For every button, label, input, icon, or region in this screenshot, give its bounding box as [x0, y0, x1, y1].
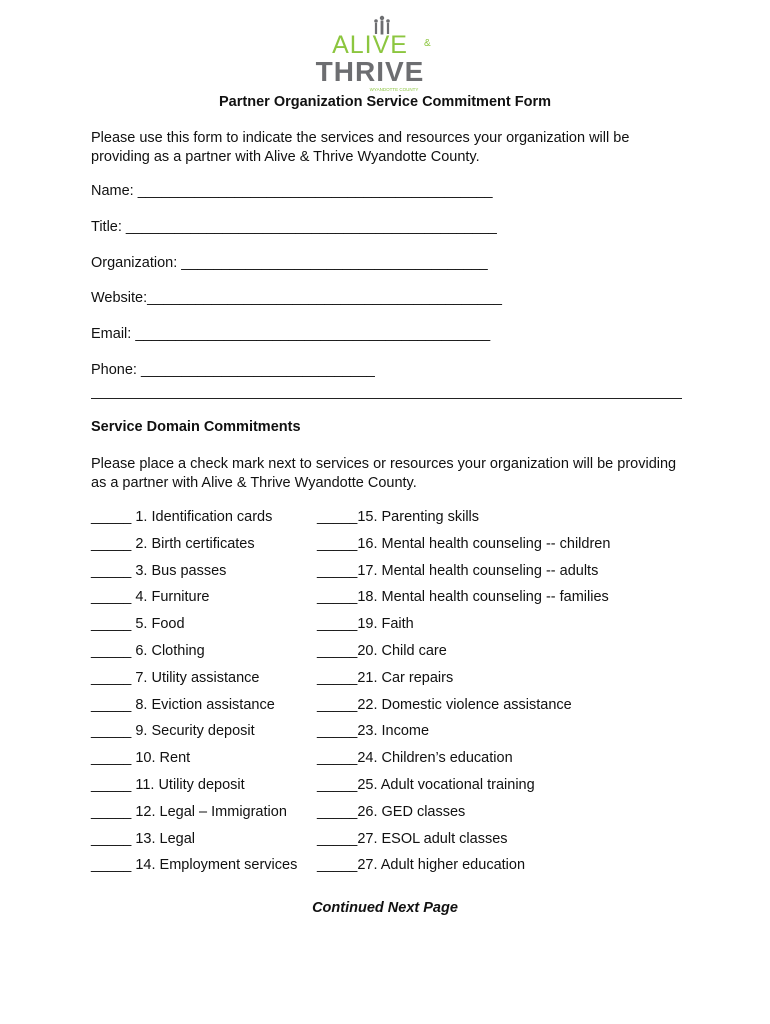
service-item[interactable]: _____21. Car repairs	[317, 669, 454, 686]
service-item[interactable]: _____22. Domestic violence assistance	[317, 696, 572, 713]
service-item[interactable]: _____16. Mental health counseling -- children	[317, 535, 611, 552]
service-item[interactable]: _____ 4. Furniture	[91, 589, 210, 606]
service-item[interactable]: _____ 14. Employment services	[91, 857, 298, 874]
instructions-text: Please place a check mark next to services or resources your organization will be providing as a partner with Alive & Thrive Wyandotte County.	[91, 456, 677, 491]
continued-note: Continued Next Page	[312, 900, 458, 916]
services-right-column	[317, 508, 610, 883]
form-title: Partner Organization Service Commitment Form	[219, 94, 551, 110]
service-item[interactable]: _____19. Faith	[317, 616, 414, 633]
intro-text: Please use this form to indicate the services and resources your organization will be providing as a partner with Alive & Thrive Wyandotte County.	[91, 130, 630, 165]
service-item[interactable]: _____17. Mental health counseling -- adults	[317, 562, 599, 579]
service-item[interactable]: _____20. Child care	[317, 642, 447, 659]
logo-subtitle: WYANDOTTE COUNTY	[369, 87, 419, 92]
service-item[interactable]: _____25. Adult vocational training	[317, 776, 535, 793]
service-item[interactable]: _____23. Income	[317, 723, 430, 740]
service-item[interactable]: _____ 2. Birth certificates	[91, 535, 255, 552]
service-item[interactable]: _____ 3. Bus passes	[91, 562, 227, 579]
logo-word-bottom: THRIVE	[315, 56, 425, 87]
logo-ampersand: &	[424, 38, 431, 49]
service-item[interactable]: _____27. ESOL adult classes	[317, 830, 508, 847]
service-item[interactable]: _____24. Children’s education	[317, 750, 513, 767]
title-field[interactable]: Title: ______________________________________________	[91, 219, 497, 235]
service-item[interactable]: _____26. GED classes	[317, 803, 466, 820]
service-item[interactable]: _____18. Mental health counseling -- families	[317, 589, 609, 606]
services-left-column	[91, 508, 297, 883]
website-field[interactable]: Website:____________________________________________	[91, 290, 502, 306]
phone-field[interactable]: Phone: _____________________________	[91, 362, 375, 378]
service-item[interactable]: _____ 12. Legal – Immigration	[91, 803, 287, 820]
service-item[interactable]: _____ 5. Food	[91, 616, 185, 633]
name-field[interactable]: Name: ____________________________________________	[91, 183, 493, 199]
service-item[interactable]: _____ 13. Legal	[91, 830, 196, 847]
service-item[interactable]: _____27. Adult higher education	[317, 857, 526, 874]
logo-word-top: ALIVE	[332, 31, 408, 59]
service-item[interactable]: _____ 1. Identification cards	[91, 509, 273, 525]
alive-thrive-logo	[300, 14, 440, 96]
service-item[interactable]: _____ 10. Rent	[91, 750, 191, 767]
section-divider	[91, 398, 682, 399]
service-item[interactable]: _____ 6. Clothing	[91, 642, 205, 659]
service-item[interactable]: _____ 7. Utility assistance	[91, 669, 260, 686]
email-field[interactable]: Email: ____________________________________________	[91, 326, 491, 342]
service-item[interactable]: _____15. Parenting skills	[317, 509, 480, 525]
section-title: Service Domain Commitments	[91, 419, 301, 435]
organization-field[interactable]: Organization: ______________________________________	[91, 255, 488, 271]
service-item[interactable]: _____ 11. Utility deposit	[91, 776, 245, 793]
service-item[interactable]: _____ 8. Eviction assistance	[91, 696, 275, 713]
service-item[interactable]: _____ 9. Security deposit	[91, 723, 255, 740]
